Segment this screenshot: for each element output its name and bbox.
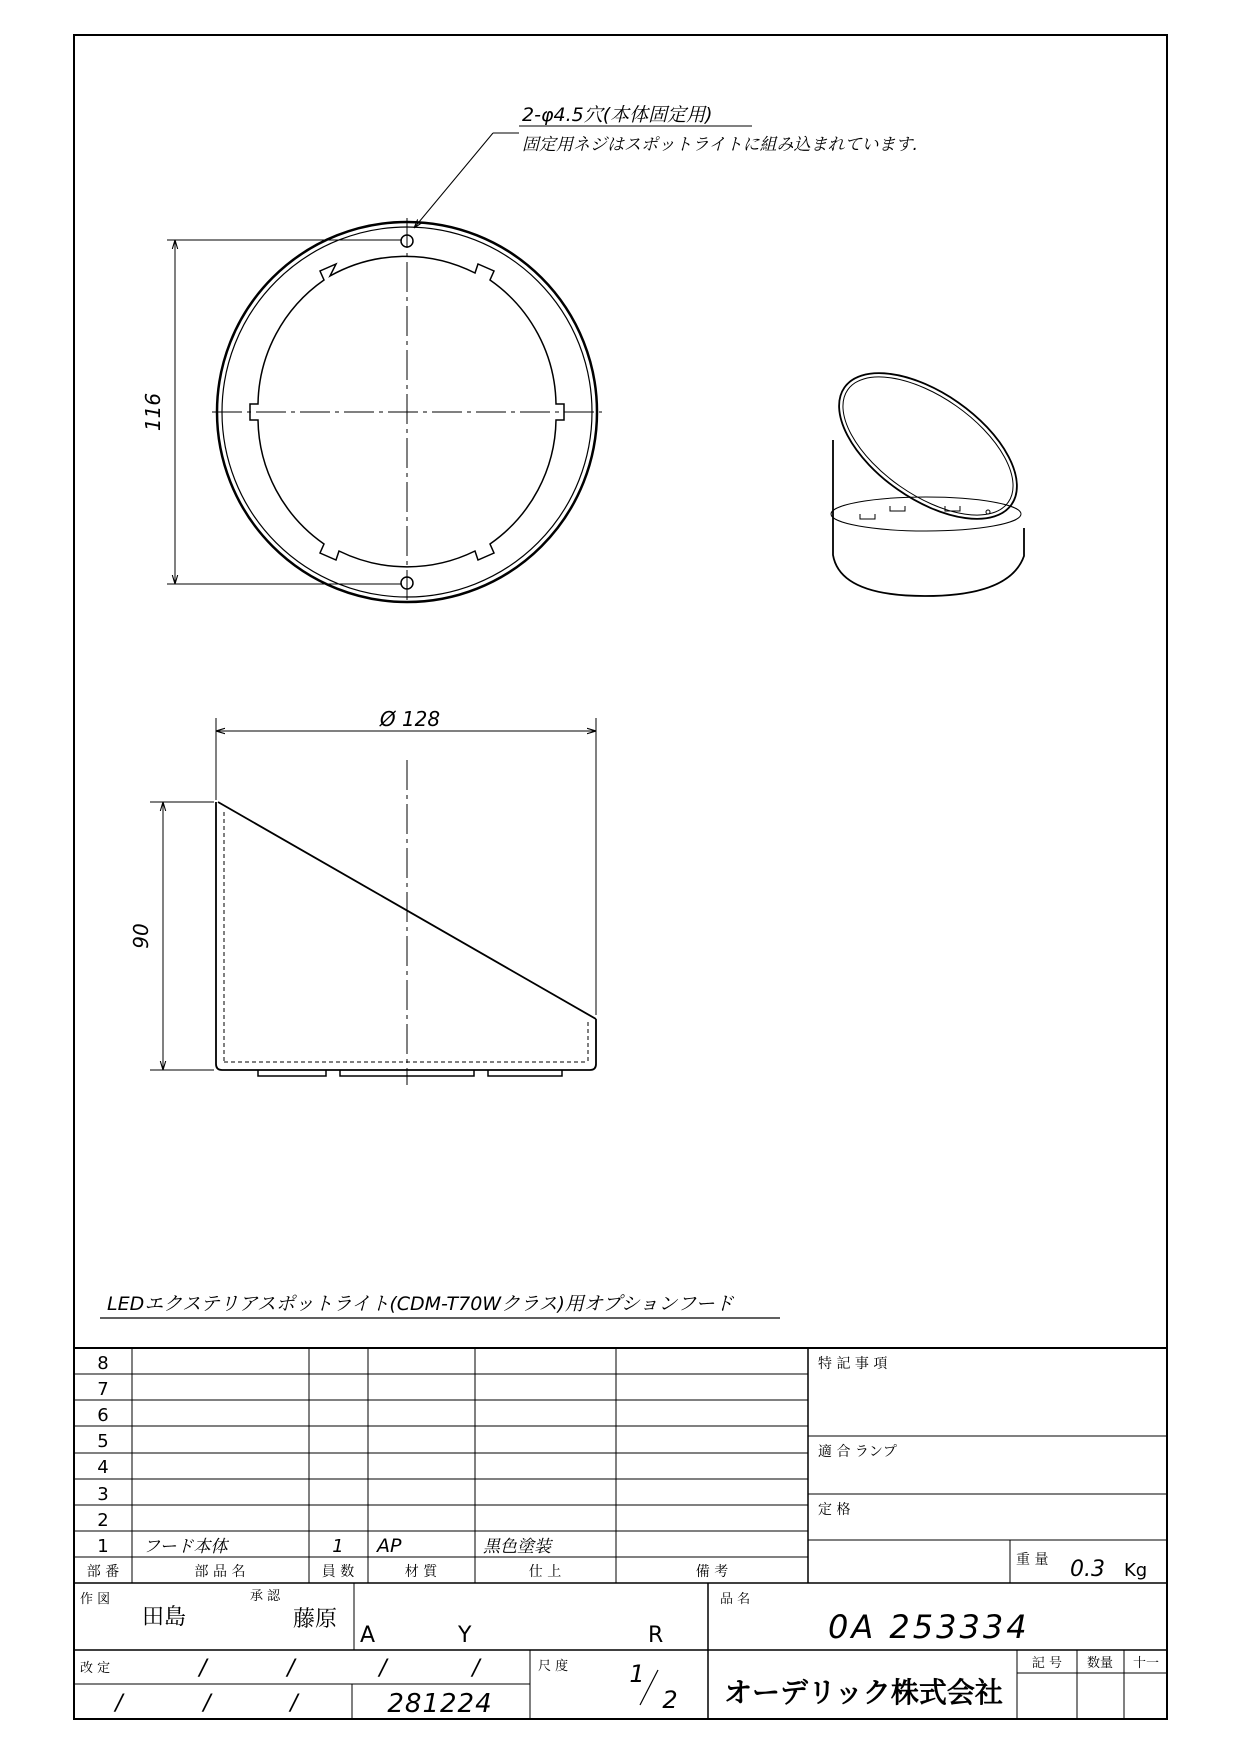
hole-note-text: 固定用ネジはスポットライトに組み込まれています. bbox=[522, 135, 918, 155]
header-quantity: 員 数 bbox=[321, 1564, 355, 1580]
header-finish: 仕 上 bbox=[528, 1564, 562, 1580]
grade-a: A bbox=[360, 1623, 376, 1648]
approved-label: 承 認 bbox=[250, 1589, 281, 1604]
caption bbox=[100, 1293, 780, 1318]
part-material: AP bbox=[377, 1535, 402, 1557]
revision-slash-5: / bbox=[115, 1691, 123, 1716]
revision-date: 281224 bbox=[387, 1689, 493, 1719]
drawn-by: 田島 bbox=[142, 1605, 187, 1630]
product-code: 0A 253334 bbox=[828, 1608, 1030, 1646]
qty-label: 数量 bbox=[1086, 1656, 1114, 1671]
iso-top-rim bbox=[814, 344, 1042, 548]
header-remarks: 備 考 bbox=[695, 1564, 729, 1580]
revision-slash-2: / bbox=[287, 1656, 295, 1681]
hole-note bbox=[414, 104, 918, 228]
header-number: 部 番 bbox=[86, 1564, 120, 1580]
symbol-label: 記 号 bbox=[1031, 1656, 1063, 1671]
revision-slash-3: / bbox=[379, 1656, 387, 1681]
revision-slash-6: / bbox=[203, 1691, 211, 1716]
row-number-2: 2 bbox=[97, 1510, 109, 1531]
row-number-7: 7 bbox=[97, 1379, 109, 1400]
weight-unit: Kg bbox=[1124, 1560, 1148, 1581]
iso-body bbox=[833, 440, 1024, 596]
rating-label: 定 格 bbox=[818, 1502, 851, 1518]
part-quantity: 1 bbox=[332, 1536, 344, 1557]
dimension-116: 116 bbox=[141, 392, 165, 432]
approved-by: 藤原 bbox=[293, 1607, 338, 1632]
header-material: 材 質 bbox=[404, 1564, 438, 1580]
revision-slash-1: / bbox=[199, 1656, 207, 1681]
front-view bbox=[141, 218, 602, 602]
special-notes-label: 特 記 事 項 bbox=[818, 1356, 888, 1372]
drawing-frame bbox=[74, 35, 1167, 1719]
header-part-name: 部 品 名 bbox=[194, 1564, 246, 1580]
grade-y: Y bbox=[458, 1623, 472, 1648]
part-name: フード本体 bbox=[143, 1537, 228, 1557]
product-name-label: 品 名 bbox=[720, 1592, 751, 1607]
row-number-3: 3 bbox=[97, 1484, 109, 1505]
row-number-4: 4 bbox=[97, 1457, 109, 1478]
scale-label: 尺 度 bbox=[538, 1659, 569, 1674]
weight-value: 0.3 bbox=[1070, 1557, 1105, 1582]
drawn-label: 作 図 bbox=[80, 1592, 111, 1607]
scale-denominator: 2 bbox=[662, 1686, 678, 1714]
mark-label: 十一 bbox=[1132, 1656, 1160, 1671]
side-view bbox=[129, 707, 596, 1085]
dimension-90: 90 bbox=[129, 923, 153, 949]
hood-profile bbox=[216, 802, 596, 1070]
dimension-128: Ø 128 bbox=[379, 707, 441, 731]
row-number-5: 5 bbox=[97, 1431, 109, 1452]
lamp-label: 適 合 ランプ bbox=[818, 1444, 897, 1460]
revision-slash-4: / bbox=[472, 1656, 480, 1681]
parts-table bbox=[74, 1348, 1167, 1719]
row-number-1: 1 bbox=[97, 1536, 109, 1557]
caption-text: LEDエクステリアスポットライト(CDM-T70Wクラス)用オプションフード bbox=[107, 1293, 734, 1315]
isometric-view bbox=[814, 344, 1042, 596]
revision-slash-7: / bbox=[290, 1691, 298, 1716]
title-block bbox=[74, 1583, 1167, 1719]
weight-label: 重 量 bbox=[1016, 1552, 1049, 1568]
row-number-8: 8 bbox=[97, 1353, 109, 1374]
revision-label: 改 定 bbox=[80, 1661, 111, 1676]
side-info-block bbox=[808, 1355, 1167, 1583]
scale-numerator: 1 bbox=[629, 1660, 645, 1688]
company-name: オーデリック株式会社 bbox=[724, 1676, 1003, 1709]
hole-note-title: 2-φ4.5穴(本体固定用) bbox=[522, 104, 713, 126]
grade-r: R bbox=[648, 1623, 664, 1648]
row-number-6: 6 bbox=[97, 1405, 109, 1426]
part-finish: 黒色塗装 bbox=[483, 1537, 551, 1557]
